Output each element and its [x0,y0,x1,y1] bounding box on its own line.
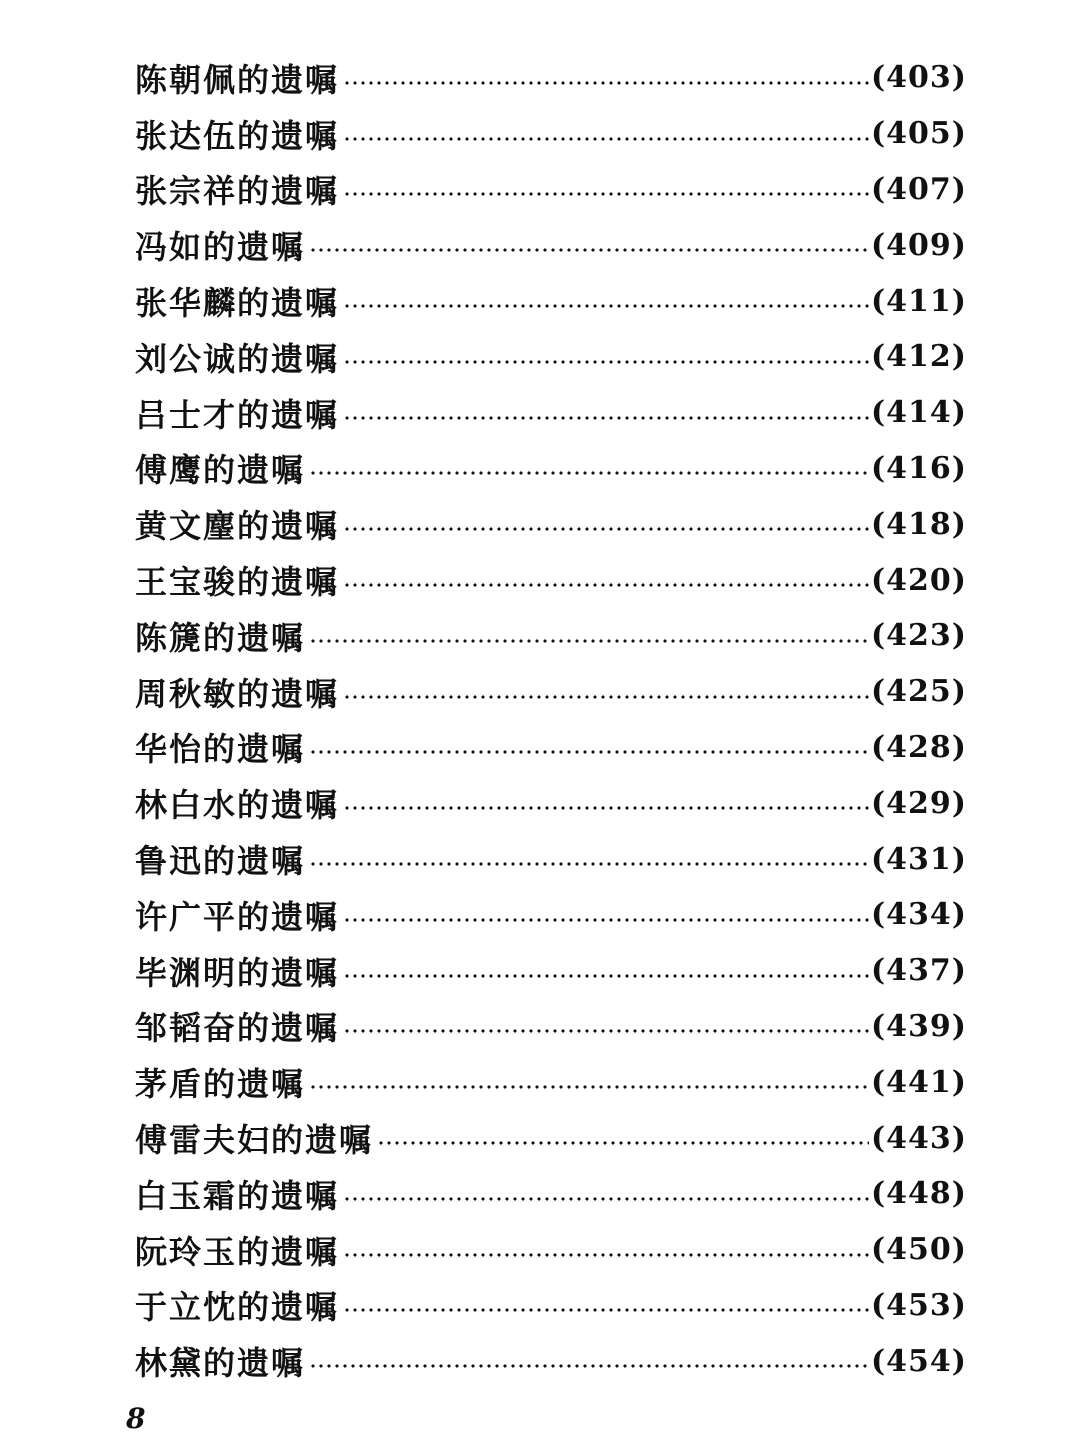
entry-page-number: (407) [870,171,967,207]
dot-leader [343,415,869,421]
entry-title: 张宗祥的遗嘱 [135,172,340,211]
entry-page-number: (434) [870,897,967,933]
dot-leader [377,1140,869,1146]
entry-page-number: (414) [870,395,967,431]
toc-entry [135,329,967,385]
dot-leader [309,749,869,755]
entry-page-number: (412) [870,339,967,375]
dot-leader [343,582,869,588]
dot-leader [343,80,869,86]
entry-title: 傅鹰的遗嘱 [135,451,306,490]
entry-title: 毕渊明的遗嘱 [135,953,340,992]
entry-page-number: (411) [870,283,967,319]
entry-title: 张华麟的遗嘱 [135,284,340,323]
entry-title: 于立忱的遗嘱 [135,1288,340,1327]
entry-page-number: (420) [870,562,967,598]
entry-page-number: (454) [870,1343,967,1379]
entry-page-number: (443) [870,1120,967,1156]
dot-leader [309,247,869,253]
entry-title: 吕士才的遗嘱 [135,395,340,434]
dot-leader [343,917,869,923]
entry-page-number: (437) [870,953,967,989]
dot-leader [343,136,869,142]
entry-title: 陈朝佩的遗嘱 [135,60,340,99]
toc-entry [135,608,967,664]
entry-page-number: (403) [870,60,967,96]
toc-entry [135,943,967,999]
dot-leader [343,526,869,532]
toc-entry [135,1333,967,1389]
entry-page-number: (409) [870,227,967,263]
dot-leader [309,638,869,644]
dot-leader [309,1084,869,1090]
dot-leader [343,303,869,309]
toc-entry [135,999,967,1055]
entry-title: 黄文麈的遗嘱 [135,507,340,546]
entry-title: 白玉霜的遗嘱 [135,1176,340,1215]
entry-page-number: (429) [870,785,967,821]
entry-title: 冯如的遗嘱 [135,228,306,267]
entry-page-number: (405) [870,116,967,152]
dot-leader [343,805,869,811]
dot-leader [309,861,869,867]
entry-page-number: (453) [870,1287,967,1323]
entry-title: 王宝骏的遗嘱 [135,563,340,602]
toc-entry [135,1222,967,1278]
dot-leader [343,1307,869,1313]
entry-title: 茅盾的遗嘱 [135,1065,306,1104]
entry-page-number: (428) [870,729,967,765]
page-number: 8 [126,1402,146,1435]
entry-title: 林白水的遗嘱 [135,786,340,825]
dot-leader [343,191,869,197]
dot-leader [343,1252,869,1258]
dot-leader [309,470,869,476]
entry-page-number: (416) [870,450,967,486]
toc-entry [135,50,967,106]
entry-title: 张达伍的遗嘱 [135,116,340,155]
dot-leader [309,1363,869,1369]
entry-page-number: (423) [870,618,967,654]
entry-title: 鲁迅的遗嘱 [135,842,306,881]
entry-title: 华怡的遗嘱 [135,730,306,769]
entry-title: 傅雷夫妇的遗嘱 [135,1121,374,1160]
entry-title: 阮玲玉的遗嘱 [135,1232,340,1271]
entry-title: 刘公诚的遗嘱 [135,339,340,378]
entry-title: 陈篪的遗嘱 [135,618,306,657]
toc-entry [135,1166,967,1222]
entry-page-number: (439) [870,1008,967,1044]
toc-entry [135,217,967,273]
toc-entry [135,887,967,943]
toc-entry [135,106,967,162]
toc-entry [135,1054,967,1110]
toc-entry [135,1278,967,1334]
toc-entry [135,720,967,776]
toc-entry [135,775,967,831]
toc-entry [135,162,967,218]
toc-entry [135,496,967,552]
dot-leader [343,1028,869,1034]
toc-entry [135,831,967,887]
toc-entry [135,273,967,329]
entry-page-number: (431) [870,841,967,877]
entry-page-number: (425) [870,674,967,710]
dot-leader [343,694,869,700]
entry-title: 林黛的遗嘱 [135,1344,306,1383]
table-of-contents [135,50,967,1389]
entry-title: 许广平的遗嘱 [135,897,340,936]
entry-page-number: (418) [870,506,967,542]
toc-entry [135,385,967,441]
toc-entry [135,1110,967,1166]
dot-leader [343,359,869,365]
toc-entry [135,441,967,497]
entry-page-number: (441) [870,1064,967,1100]
entry-page-number: (450) [870,1232,967,1268]
entry-title: 邹韬奋的遗嘱 [135,1009,340,1048]
toc-entry [135,664,967,720]
toc-entry [135,552,967,608]
dot-leader [343,1196,869,1202]
dot-leader [343,973,869,979]
entry-page-number: (448) [870,1176,967,1212]
entry-title: 周秋敏的遗嘱 [135,674,340,713]
